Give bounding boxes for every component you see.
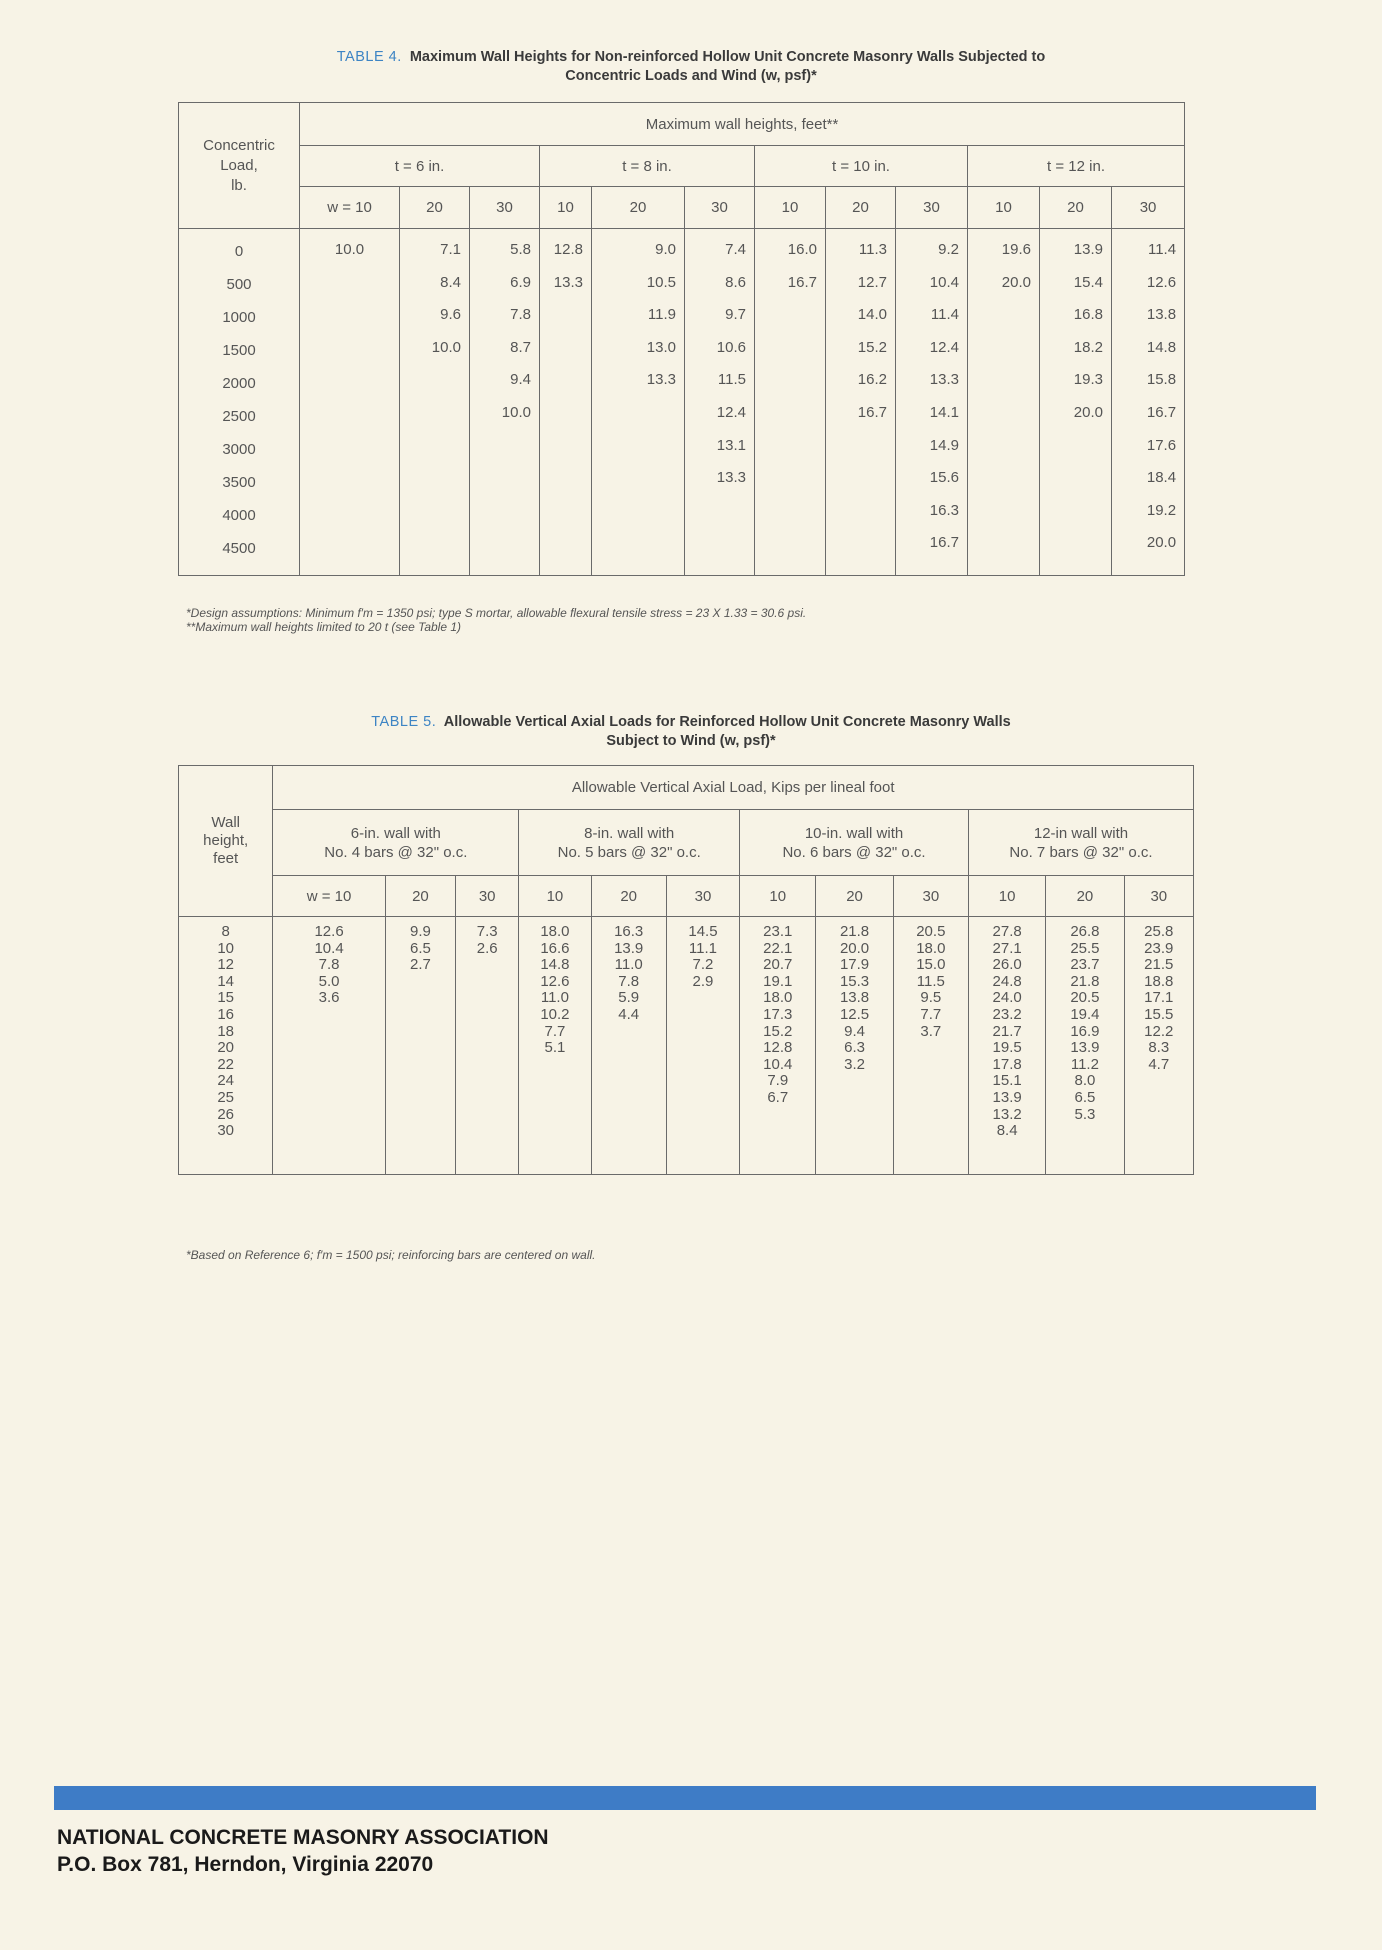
table5-cell: 26.0: [992, 956, 1022, 974]
table4-note-1: *Design assumptions: Minimum f′m = 1350 psi; type S mortar, allowable flexural tensile stress = 23 X 1.33 = 30.6 psi.: [186, 606, 807, 620]
table5-cell: 18.0: [916, 939, 946, 957]
table5-cell: 15.2: [763, 1022, 793, 1040]
table4-data-column: [470, 229, 540, 576]
table5-cell: 3.2: [844, 1055, 865, 1073]
table5-cell: 6.5: [1074, 1088, 1096, 1106]
table5-cell: 9.5: [920, 989, 942, 1007]
table5-data-column: [591, 917, 666, 1175]
table5-height-value: 24: [217, 1072, 235, 1090]
table5-note: *Based on Reference 6; f′m = 1500 psi; reinforcing bars are centered on wall.: [186, 1248, 596, 1262]
table5-caption-label: TABLE 5.: [371, 714, 437, 730]
table5-group-line: 10-in. wall with: [804, 824, 904, 842]
table5-group-line: No. 7 bars @ 32" o.c.: [1009, 843, 1153, 861]
table5-wind-header: 30: [666, 876, 739, 917]
table4-load-value: 4000: [222, 507, 256, 524]
table4-caption-line1: Maximum Wall Heights for Non-reinforced Hollow Unit Concrete Masonry Walls Subjected to: [409, 49, 1046, 65]
table5-cell: 11.0: [614, 956, 643, 974]
row-header-line: Wall: [211, 814, 240, 831]
table5-cell: 11.5: [916, 972, 945, 990]
table5-height-value: 25: [217, 1088, 235, 1106]
table5-cell: 19.5: [992, 1039, 1022, 1057]
table4-cell: 6.9: [510, 273, 531, 291]
table4-cell: 7.4: [725, 241, 746, 258]
row-header-line: height,: [203, 832, 249, 849]
table5-cell: 5.3: [1074, 1105, 1096, 1123]
table5-cell: 21.8: [839, 923, 870, 940]
table5-cell: 13.2: [992, 1105, 1022, 1123]
table5-cell: 7.9: [767, 1072, 789, 1090]
table5-cell: 8.0: [1074, 1072, 1096, 1090]
table5-cell: 23.1: [763, 923, 793, 940]
table5-cell: 2.6: [476, 939, 498, 957]
table5-cell: 15.5: [1144, 1005, 1174, 1023]
table4-load-column: [179, 229, 300, 576]
table5-cell: 7.8: [318, 956, 340, 974]
table4-cell: 14.8: [1146, 338, 1177, 356]
table5-cell: 4.7: [1148, 1055, 1170, 1073]
table4-wind-header: 10: [968, 187, 1040, 229]
table4-cell: 11.5: [717, 371, 746, 389]
table5-height-value: 26: [217, 1105, 235, 1123]
table5-cell: 20.5: [1070, 989, 1100, 1007]
table5-cell: 18.0: [540, 923, 570, 940]
table4-cell: 10.5: [646, 273, 676, 291]
table4-data-column: [1040, 229, 1112, 576]
table4-cell: 13.9: [1073, 241, 1103, 258]
table5-cell: 25.5: [1070, 939, 1100, 957]
table4-cell: 16.2: [857, 371, 887, 389]
table5-cell: 2.9: [692, 972, 714, 990]
table4-cell: 12.8: [553, 241, 583, 258]
table4-wind-header: w = 10: [300, 187, 400, 229]
table4-wind-header: 30: [896, 187, 968, 229]
table4-cell: 13.3: [929, 371, 959, 389]
table5-group-header: [968, 810, 1193, 876]
table4-cell: 16.0: [787, 241, 817, 258]
table4-data-column: [592, 229, 685, 576]
table5-cell: 13.9: [992, 1088, 1022, 1106]
table5-cell: 23.2: [992, 1005, 1022, 1023]
table4-data-column: [968, 229, 1040, 576]
table4-data-column: [540, 229, 592, 576]
table5-wind-header: 30: [893, 876, 968, 917]
table4-cell: 9.0: [655, 241, 676, 258]
table5-cell: 9.9: [409, 923, 431, 940]
table5-data-column: [519, 917, 591, 1175]
table4-cell: 10.6: [716, 338, 746, 356]
table5-cell: 7.2: [692, 956, 714, 974]
table4-cell: 11.4: [930, 306, 959, 324]
table4-group-header: t = 6 in.: [300, 146, 540, 187]
table5-data-column: [816, 917, 893, 1175]
table5-data-column: [968, 917, 1045, 1175]
table5-data-column: [1046, 917, 1124, 1175]
table5-cell: 20.7: [763, 956, 793, 974]
table4-cell: 9.4: [510, 371, 531, 389]
table5-caption-line2: Subject to Wind (w, psf)*: [606, 733, 776, 749]
table5-height-column: [179, 917, 273, 1175]
table4-cell: 19.2: [1146, 501, 1177, 519]
table4-load-value: 0: [234, 243, 244, 260]
table4-cell: 13.3: [646, 371, 676, 389]
table5-cell: 8.3: [1148, 1039, 1170, 1057]
table4-cell: 20.0: [1001, 273, 1031, 291]
table5-wind-header: 10: [519, 876, 591, 917]
table5-data-column: [385, 917, 455, 1175]
table5-cell: 26.8: [1070, 923, 1100, 940]
table4-super-header: Maximum wall heights, feet**: [300, 103, 1185, 146]
table5-cell: 17.3: [763, 1005, 793, 1023]
table4-cell: 16.7: [787, 273, 817, 291]
table5-cell: 6.5: [409, 939, 431, 957]
table5-cell: 24.8: [992, 972, 1022, 990]
table4-cell: 12.4: [929, 338, 959, 356]
table5-cell: 13.8: [839, 989, 870, 1007]
footer-accent-bar: [54, 1786, 1316, 1810]
table5-data-column: [456, 917, 519, 1175]
table5-cell: 23.7: [1070, 956, 1100, 974]
table5: [178, 765, 1194, 1175]
table5-cell: 11.2: [1070, 1055, 1099, 1073]
table4-cell: 14.9: [929, 436, 959, 454]
table5-group-header: [273, 810, 519, 876]
table5-super-header: Allowable Vertical Axial Load, Kips per lineal foot: [273, 766, 1194, 810]
table5-wind-header: 10: [968, 876, 1045, 917]
table4: [178, 102, 1185, 576]
table4-caption: [0, 48, 1382, 86]
table5-group-header: [740, 810, 969, 876]
table5-height-value: 30: [217, 1122, 235, 1140]
table4-note-2: **Maximum wall heights limited to 20 t (see Table 1): [186, 620, 462, 634]
table5-cell: 4.4: [618, 1005, 640, 1023]
table4-cell: 13.1: [716, 436, 746, 454]
table4-cell: 12.6: [1146, 273, 1177, 291]
table5-cell: 5.9: [618, 989, 640, 1007]
table5-cell: 12.8: [763, 1039, 793, 1057]
table5-cell: 19.1: [763, 972, 793, 990]
table5-cell: 17.1: [1144, 989, 1174, 1007]
table4-cell: 16.8: [1073, 306, 1103, 324]
table4-group-header: t = 12 in.: [968, 146, 1185, 187]
table5-cell: 17.8: [992, 1055, 1022, 1073]
table5-group-line: No. 5 bars @ 32" o.c.: [557, 843, 701, 861]
table5-caption: [0, 713, 1382, 751]
table5-cell: 10.2: [540, 1005, 570, 1023]
table5-group-line: 6-in. wall with: [350, 824, 441, 842]
table5-cell: 5.1: [544, 1039, 566, 1057]
table5-cell: 25.8: [1144, 923, 1174, 940]
table5-cell: 20.0: [839, 939, 870, 957]
table5-cell: 10.4: [763, 1055, 793, 1073]
table5-cell: 12.5: [839, 1005, 870, 1023]
table5-cell: 12.6: [314, 923, 344, 940]
table4-data-column: [1112, 229, 1185, 576]
table4-wind-header: 20: [400, 187, 470, 229]
footer-org-name: NATIONAL CONCRETE MASONRY ASSOCIATION: [57, 1826, 549, 1849]
table5-cell: 27.1: [992, 939, 1022, 957]
table5-cell: 16.9: [1070, 1022, 1100, 1040]
table4-cell: 11.3: [858, 241, 887, 258]
table5-cell: 5.0: [318, 972, 340, 990]
table5-height-value: 10: [217, 939, 235, 957]
table5-cell: 15.3: [839, 972, 870, 990]
table5-height-value: 15: [217, 989, 235, 1007]
table4-cell: 8.7: [510, 338, 531, 356]
table4-load-value: 3500: [222, 474, 256, 491]
table4-data-column: [896, 229, 968, 576]
table5-cell: 21.8: [1070, 972, 1100, 990]
table4-cell: 11.9: [647, 306, 676, 324]
table4-cell: 15.8: [1146, 371, 1177, 389]
table4-cell: 14.0: [857, 306, 887, 324]
table5-cell: 18.8: [1144, 972, 1174, 990]
table4-cell: 5.8: [510, 241, 531, 258]
table4-group-header: t = 8 in.: [540, 146, 755, 187]
table5-cell: 7.7: [920, 1005, 942, 1023]
table4-cell: 16.7: [857, 403, 887, 421]
table4-cell: 19.6: [1001, 241, 1031, 258]
row-header-line: feet: [213, 850, 239, 867]
table4-wind-header: 30: [685, 187, 755, 229]
table4-cell: 12.4: [716, 403, 746, 421]
table4-cell: 9.2: [938, 241, 959, 258]
table4-cell: 8.4: [440, 273, 461, 291]
table4-data-column: [300, 229, 400, 576]
table5-data-column: [666, 917, 739, 1175]
table4-cell: 10.4: [929, 273, 959, 291]
table4-cell: 8.6: [725, 273, 746, 291]
table5-group-line: No. 4 bars @ 32" o.c.: [324, 843, 468, 861]
table5-cell: 14.8: [540, 956, 570, 974]
table4-caption-label: TABLE 4.: [336, 49, 402, 65]
table5-height-value: 22: [217, 1055, 235, 1073]
table4-cell: 20.0: [1146, 534, 1177, 552]
table4-group-header: t = 10 in.: [755, 146, 968, 187]
table4-load-value: 2500: [222, 408, 256, 425]
table4-load-value: 2000: [222, 375, 256, 392]
table4-load-value: 500: [226, 276, 252, 293]
table5-cell: 21.5: [1144, 956, 1174, 974]
table5-wind-header: 30: [1124, 876, 1193, 917]
table5-cell: 15.1: [992, 1072, 1022, 1090]
table4-cell: 18.2: [1073, 338, 1103, 356]
table5-cell: 24.0: [992, 989, 1022, 1007]
table5-cell: 3.6: [318, 989, 340, 1007]
table5-wind-header: w = 10: [273, 876, 385, 917]
table4-cell: 15.4: [1073, 273, 1103, 291]
table4-cell: 16.7: [1146, 403, 1177, 421]
table4-data-column: [400, 229, 470, 576]
table4-cell: 13.3: [716, 469, 746, 487]
table5-wind-header: 20: [1046, 876, 1124, 917]
table4-cell: 15.6: [929, 469, 959, 487]
table4-load-value: 1500: [222, 342, 256, 359]
table4-data-column: [826, 229, 896, 576]
table5-height-value: 18: [217, 1022, 235, 1040]
table5-wind-header: 20: [385, 876, 455, 917]
table5-cell: 21.7: [992, 1022, 1022, 1040]
table4-cell: 7.1: [440, 241, 461, 258]
table4-cell: 16.7: [929, 534, 959, 552]
table5-height-value: 12: [217, 956, 235, 974]
table5-cell: 22.1: [763, 939, 793, 957]
table4-cell: 18.4: [1146, 469, 1177, 487]
table4-load-value: 4500: [222, 540, 256, 557]
table5-group-header: [519, 810, 740, 876]
table5-cell: 27.8: [992, 923, 1022, 940]
table4-row-header: [179, 103, 300, 229]
table5-height-value: 16: [217, 1005, 235, 1023]
table5-cell: 13.9: [1070, 1039, 1100, 1057]
table4-cell: 14.1: [929, 403, 959, 421]
table5-cell: 10.4: [314, 939, 344, 957]
table5-cell: 11.0: [540, 989, 569, 1007]
table4-data-column: [755, 229, 826, 576]
table4-cell: 10.0: [431, 338, 461, 356]
table4-cell: 16.3: [929, 501, 959, 519]
row-header-line: Load,: [220, 156, 258, 174]
table4-cell: 9.6: [440, 306, 461, 324]
table5-cell: 15.0: [916, 956, 946, 974]
table4-cell: 9.7: [725, 306, 746, 324]
table5-cell: 20.5: [916, 923, 946, 940]
table4-cell: 17.6: [1146, 436, 1177, 454]
table4-cell: 13.3: [553, 273, 583, 291]
table5-cell: 23.9: [1144, 939, 1174, 957]
table5-cell: 7.7: [544, 1022, 566, 1040]
table5-cell: 8.4: [996, 1122, 1018, 1140]
table5-cell: 12.2: [1144, 1022, 1174, 1040]
table5-caption-line1: Allowable Vertical Axial Loads for Reinforced Hollow Unit Concrete Masonry Walls: [443, 714, 1011, 730]
table4-data-column: [685, 229, 755, 576]
table5-cell: 7.3: [476, 923, 498, 940]
table5-height-value: 20: [217, 1039, 235, 1057]
table5-cell: 16.6: [540, 939, 570, 957]
table5-cell: 17.9: [839, 956, 870, 974]
table5-cell: 9.4: [844, 1022, 865, 1040]
row-header-line: lb.: [231, 176, 247, 194]
table5-cell: 12.6: [540, 972, 570, 990]
table4-cell: 7.8: [510, 306, 531, 324]
table5-wind-header: 30: [456, 876, 519, 917]
table5-data-column: [740, 917, 816, 1175]
table5-cell: 6.7: [767, 1088, 789, 1106]
table4-cell: 10.0: [334, 241, 365, 258]
table4-load-value: 1000: [222, 309, 256, 326]
table4-notes: [186, 606, 806, 634]
table4-cell: 13.8: [1146, 306, 1177, 324]
table5-row-header: [179, 766, 273, 917]
table5-cell: 14.5: [688, 923, 718, 940]
table4-cell: 11.4: [1147, 241, 1177, 258]
table5-cell: 6.3: [844, 1039, 865, 1057]
table4-wind-header: 20: [826, 187, 896, 229]
row-header-line: Concentric: [203, 136, 275, 154]
table5-wind-header: 10: [740, 876, 816, 917]
table4-cell: 12.7: [857, 273, 887, 291]
table5-cell: 7.8: [618, 972, 640, 990]
table5-cell: 19.4: [1070, 1005, 1100, 1023]
table5-group-line: 12-in wall with: [1033, 824, 1129, 842]
table5-cell: 13.9: [614, 939, 644, 957]
table5-group-line: 8-in. wall with: [584, 824, 675, 842]
table5-data-column: [893, 917, 968, 1175]
table4-wind-header: 10: [755, 187, 826, 229]
table5-wind-header: 20: [591, 876, 666, 917]
table4-load-value: 3000: [222, 441, 256, 458]
table4-wind-header: 30: [470, 187, 540, 229]
table5-cell: 16.3: [614, 923, 644, 940]
table4-cell: 19.3: [1073, 371, 1103, 389]
table5-cell: 11.1: [688, 939, 718, 957]
table4-cell: 20.0: [1073, 403, 1103, 421]
table4-wind-header: 20: [592, 187, 685, 229]
table4-wind-header: 20: [1040, 187, 1112, 229]
table5-cell: 18.0: [763, 989, 793, 1007]
table5-data-column: [273, 917, 385, 1175]
table5-wind-header: 20: [816, 876, 893, 917]
table5-height-value: 14: [217, 972, 235, 990]
table4-caption-line2: Concentric Loads and Wind (w, psf)*: [565, 68, 817, 84]
footer-address: P.O. Box 781, Herndon, Virginia 22070: [57, 1853, 434, 1876]
table4-cell: 15.2: [857, 338, 887, 356]
table4-cell: 13.0: [646, 338, 676, 356]
table5-group-line: No. 6 bars @ 32" o.c.: [782, 843, 926, 861]
table4-cell: 10.0: [501, 403, 531, 421]
table5-cell: 2.7: [409, 956, 431, 974]
table5-cell: 3.7: [920, 1022, 942, 1040]
table4-wind-header: 30: [1112, 187, 1185, 229]
table4-wind-header: 10: [540, 187, 592, 229]
table5-data-column: [1124, 917, 1193, 1175]
table5-height-value: 8: [221, 923, 230, 940]
